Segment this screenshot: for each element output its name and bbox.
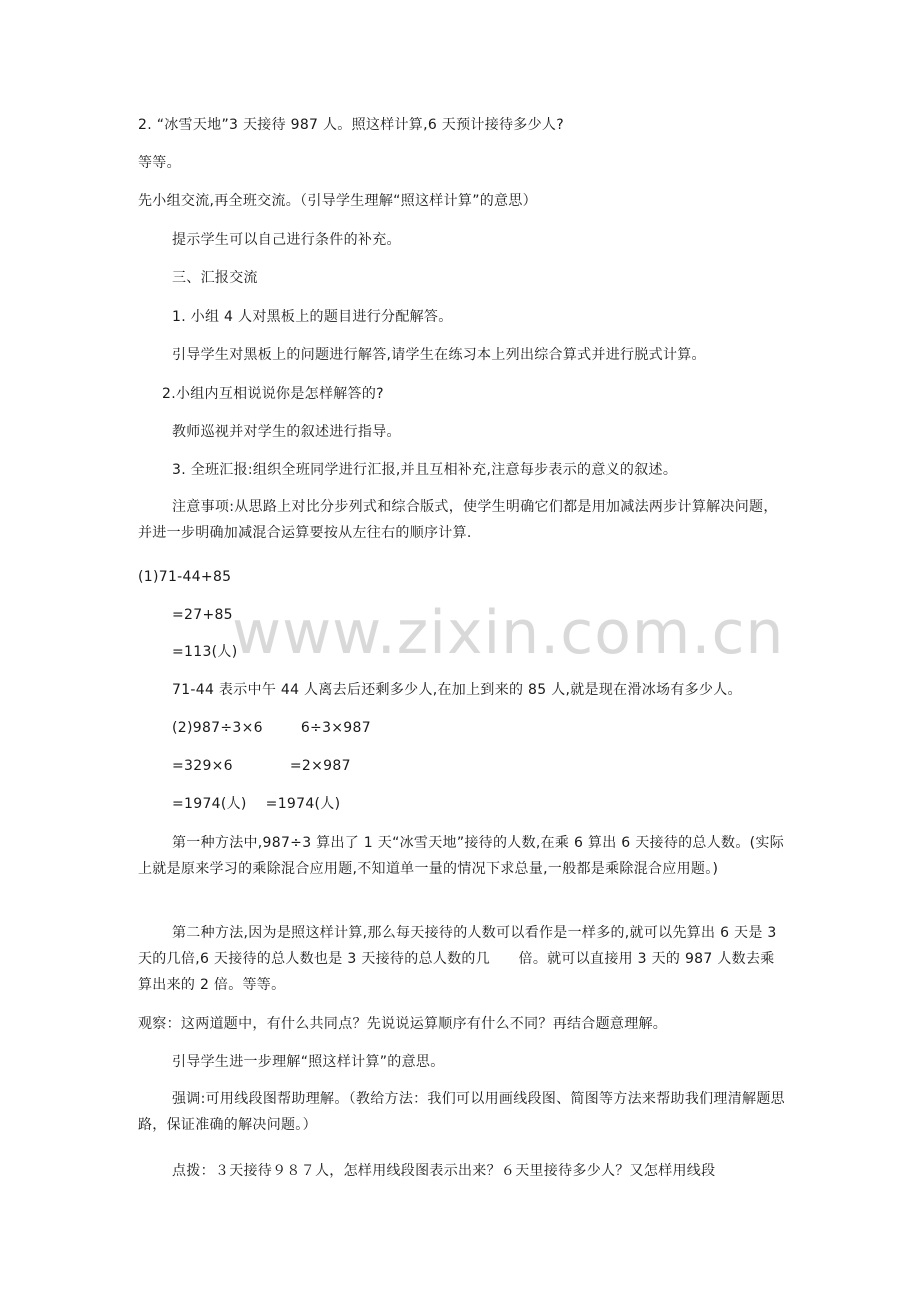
calc-1-step-2: =113(人) [172, 644, 238, 660]
calc-1-expression: (1)71-44+85 [138, 569, 232, 585]
method-1-paragraph: 第一种方法中,987÷3 算出了 1 天“冰雪天地”接待的人数,在乘 6 算出 6 天接待的总人数。(实际上就是原来学习的乘除混合应用题,不知道单一量的情况下求总量,一般都是乘除混合应用题。) [138, 835, 784, 877]
step-3: 3. 全班汇报:组织全班同学进行汇报,并且互相补充,注意每步表示的意义的叙述。 [172, 462, 678, 478]
group-discussion: 先小组交流,再全班交流。（引导学生理解“照这样计算”的意思） [138, 193, 537, 209]
etc-text: 等等。 [138, 155, 181, 171]
watermark: www.zixin.com.cn [232, 598, 785, 668]
calc-2-step-2: =1974(人) =1974(人) [172, 796, 341, 812]
step-2: 2.小组内互相说说你是怎样解答的? [162, 386, 384, 402]
notes-paragraph: 注意事项:从思路上对比分步列式和综合版式，使学生明确它们都是用加减法两步计算解决问题，并进一步明确加减混合运算要按从左往右的顺序计算. [138, 499, 778, 541]
calc-2-step-1: =329×6 =2×987 [172, 758, 351, 774]
hint-text: 提示学生可以自己进行条件的补充。 [172, 232, 401, 248]
section-heading: 三、汇报交流 [172, 270, 258, 286]
observe-text: 观察：这两道题中，有什么共同点？先说说运算顺序有什么不同？再结合题意理解。 [138, 1016, 668, 1032]
calc-2-expression: (2)987÷3×6 6÷3×987 [172, 720, 371, 736]
teacher-text: 教师巡视并对学生的叙述进行指导。 [172, 424, 401, 440]
guide-understand-text: 引导学生进一步理解“照这样计算”的意思。 [172, 1054, 445, 1070]
calc-1-explanation: 71-44 表示中午 44 人离去后还剩多少人,在加上到来的 85 人,就是现在滑冰场有多少人。 [172, 682, 742, 698]
emphasis-paragraph: 强调:可用线段图帮助理解。（教给方法：我们可以用画线段图、简图等方法来帮助我们理清解题思路，保证准确的解决问题。） [138, 1091, 785, 1133]
step-1: 1. 小组 4 人对黑板上的题目进行分配解答。 [172, 309, 453, 325]
tip-text: 点拨：３天接待９８７人，怎样用线段图表示出来？６天里接待多少人？又怎样用线段 [172, 1163, 716, 1179]
method-2-paragraph: 第二种方法,因为是照这样计算,那么每天接待的人数可以看作是一样多的,就可以先算出 6 天是 3 天的几倍,6 天接待的总人数也是 3 天接待的总人数的几 倍。就可以直接用 3 天的 987 人数去乘算出来的 2 倍。等等。 [138, 925, 782, 993]
guide-text: 引导学生对黑板上的问题进行解答,请学生在练习本上列出综合算式并进行脱式计算。 [172, 347, 706, 363]
calc-1-step-1: =27+85 [172, 607, 233, 623]
question-2: 2. “冰雪天地”3 天接待 987 人。照这样计算,6 天预计接待多少人? [138, 117, 564, 133]
